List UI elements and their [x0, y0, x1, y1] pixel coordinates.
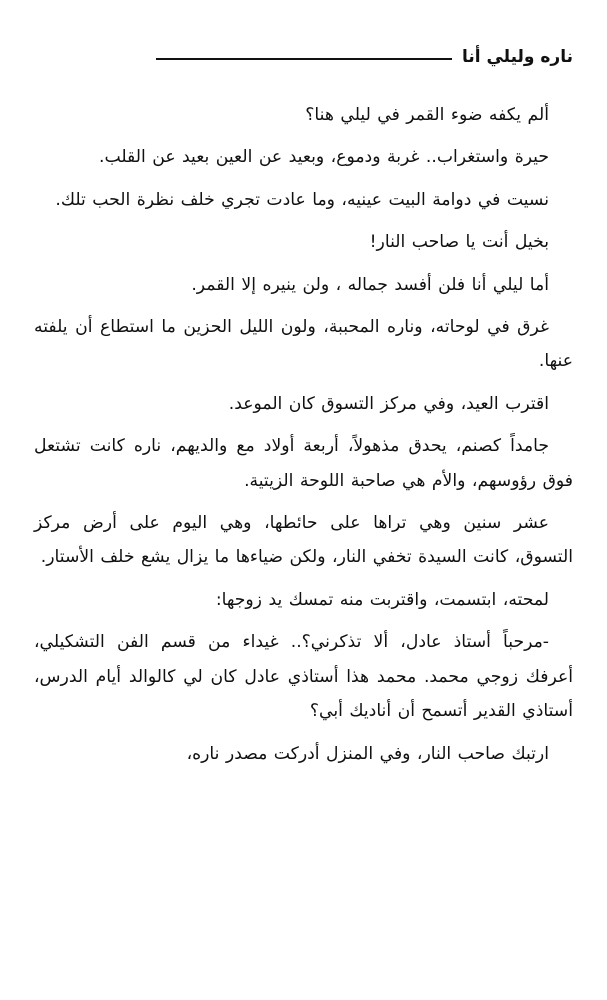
header-rule: [156, 58, 452, 60]
paragraph: أما ليلي أنا فلن أفسد جماله ، ولن ينيره إلا القمر.: [191, 274, 549, 295]
paragraph: نسيت في دوامة البيت عينيه، وما عادت تجري خلف نظرة الحب تلك.: [55, 189, 549, 210]
paragraph: لمحته، ابتسمت، واقتربت منه تمسك يد زوجها:: [215, 589, 549, 610]
paragraph: جامداً كصنم، يحدق مذهولاً، أربعة أولاد مع والديهم، ناره كانت تشتعل فوق رؤوسهم، والأم هي صاحبة اللوحة الزيتية.: [34, 436, 573, 491]
body-text: [34, 98, 573, 779]
running-title: ناره وليلي أنا: [461, 47, 573, 67]
paragraph: حيرة واستغراب.. غربة ودموع، وبعيد عن العين بعيد عن القلب.: [99, 147, 549, 168]
paragraph: ارتبك صاحب النار، وفي المنزل أدركت مصدر ناره،: [186, 743, 549, 764]
paragraph: اقترب العيد، وفي مركز التسوق كان الموعد.: [228, 393, 549, 414]
paragraph: عشر سنين وهي تراها على حائطها، وهي اليوم على أرض مركز التسوق، كانت السيدة تخفي النار، ولكن ضياءها ما يزال يشع خلف الأستار.: [34, 513, 573, 568]
paragraph: بخيل أنت يا صاحب النار!: [369, 232, 549, 253]
paragraph: ألم يكفه ضوء القمر في ليلي هنا؟: [305, 105, 549, 125]
running-header: [156, 44, 573, 70]
paragraph: غرق في لوحاته، وناره المحببة، ولون الليل الحزين ما استطاع أن يلفته عنها.: [34, 317, 573, 372]
paragraph: -مرحباً أستاذ عادل، ألا تذكرني؟.. غيداء من قسم الفن التشكيلي، أعرفك زوجي محمد. محمد هذا أستاذي عادل كان لي كالوالد أيام الدرس، أستاذي القدير أتسمح أن أناديك أبي؟: [34, 632, 573, 722]
